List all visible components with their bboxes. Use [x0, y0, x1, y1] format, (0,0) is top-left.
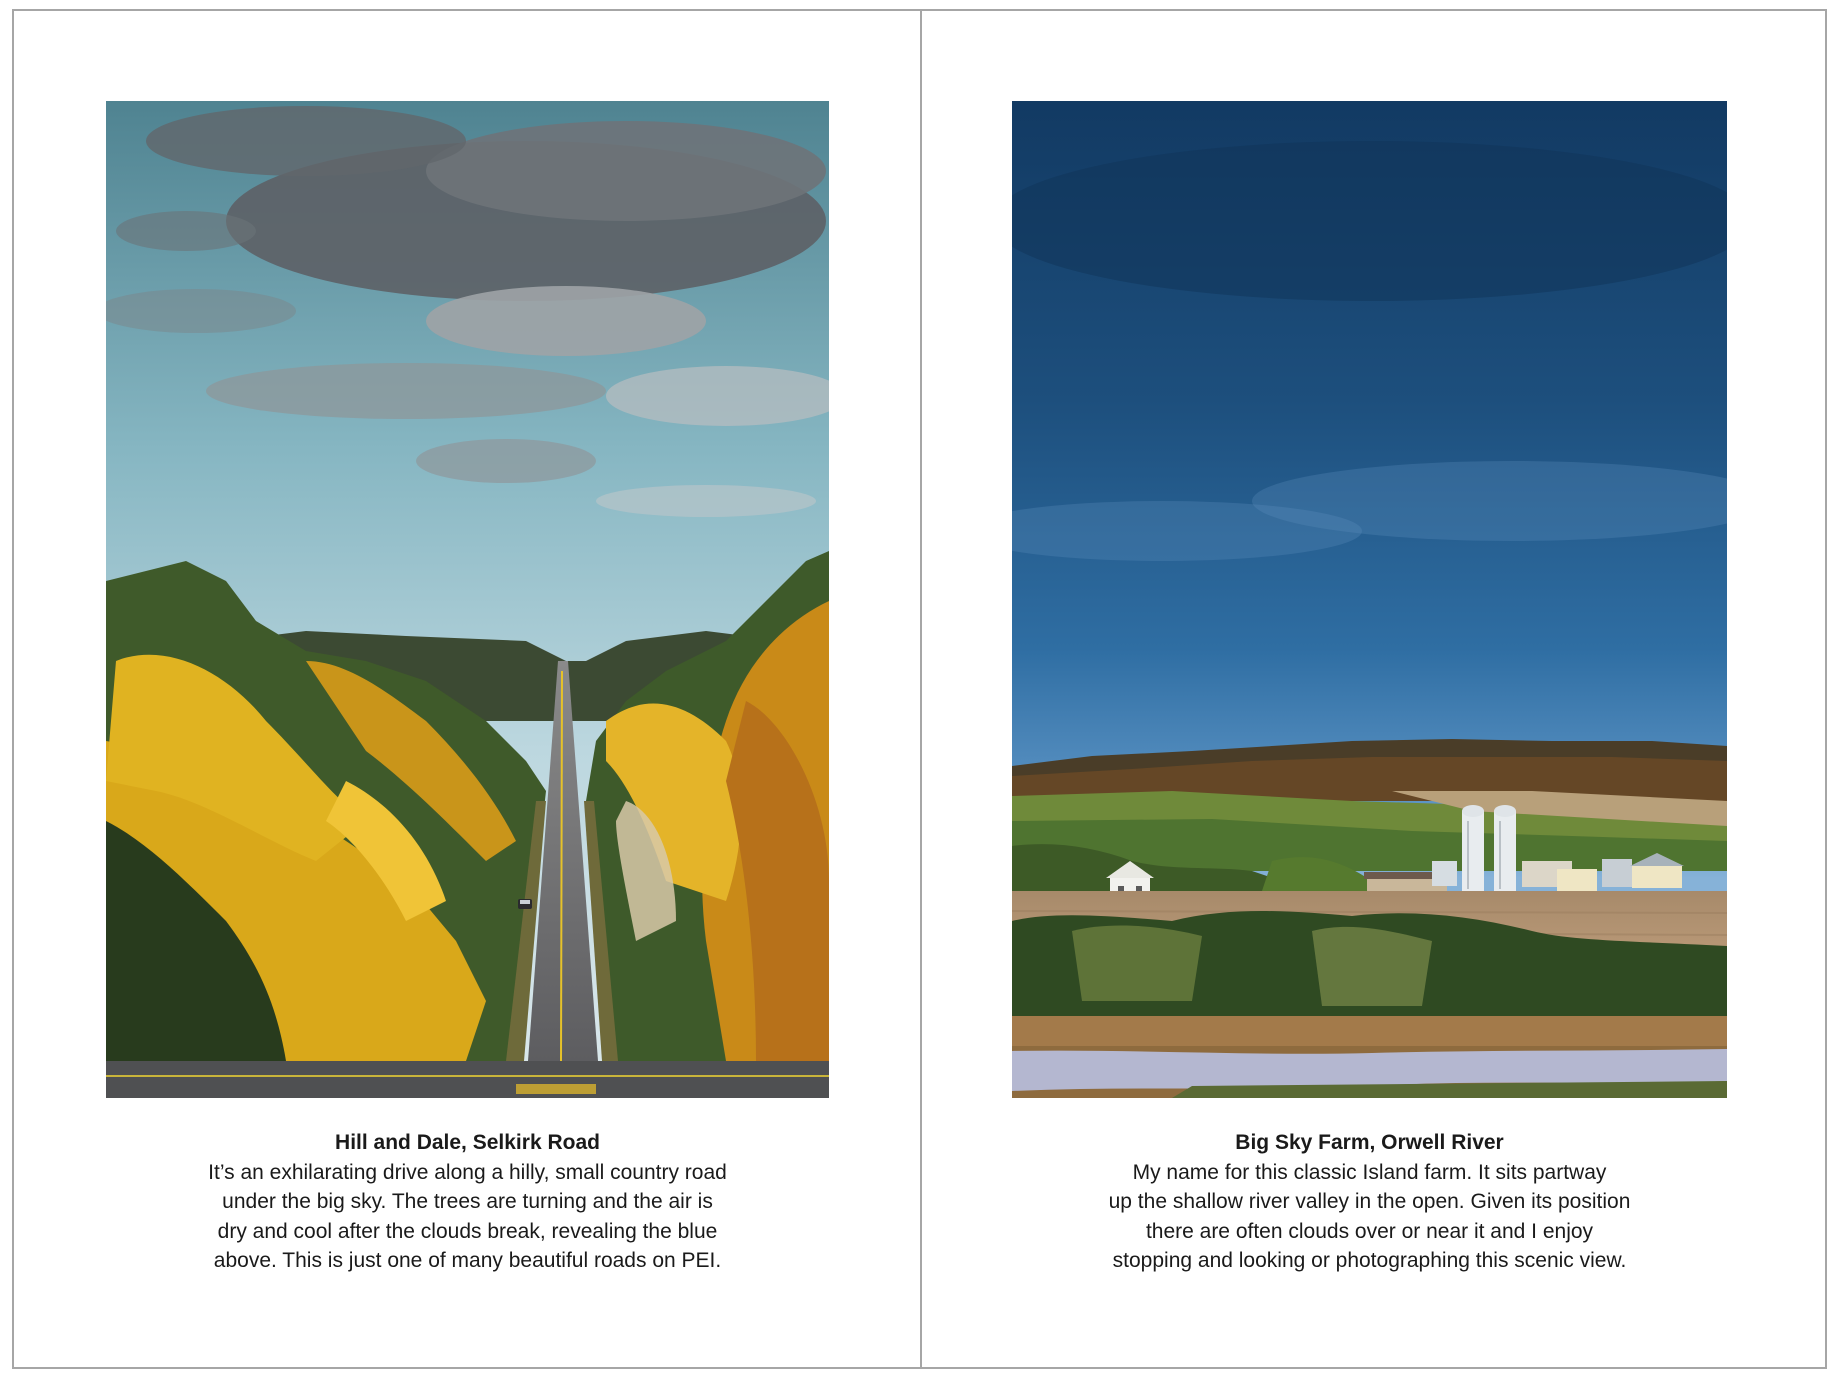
caption-line-right-4: stopping and looking or photographing this scenic view. [1112, 1249, 1627, 1272]
farm-landscape-image [1012, 101, 1727, 1098]
caption-line-right-2: up the shallow river valley in the open. Given its position [1108, 1190, 1631, 1213]
caption-line-right-3: there are often clouds over or near it and I enjoy [1145, 1219, 1594, 1243]
caption-left [106, 1128, 829, 1276]
right-page [922, 11, 1827, 1367]
caption-title-left: Hill and Dale, Selkirk Road [335, 1131, 600, 1154]
caption-line-left-1: It’s an exhilarating drive along a hilly, small country road [208, 1160, 727, 1184]
caption-right [1012, 1128, 1727, 1276]
caption-line-left-3: dry and cool after the clouds break, revealing the blue [217, 1219, 718, 1243]
photo-big-sky-farm [1012, 101, 1727, 1098]
photo-selkirk-road [106, 101, 829, 1098]
road-landscape-image [106, 101, 829, 1098]
book-spread [12, 9, 1827, 1369]
caption-line-left-2: under the big sky. The trees are turning and the air is [222, 1190, 713, 1213]
caption-title-right: Big Sky Farm, Orwell River [1235, 1131, 1504, 1154]
caption-line-right-1: My name for this classic Island farm. It sits partway [1132, 1160, 1607, 1184]
left-page [14, 11, 920, 1367]
caption-line-left-4: above. This is just one of many beautiful roads on PEI. [213, 1249, 722, 1272]
